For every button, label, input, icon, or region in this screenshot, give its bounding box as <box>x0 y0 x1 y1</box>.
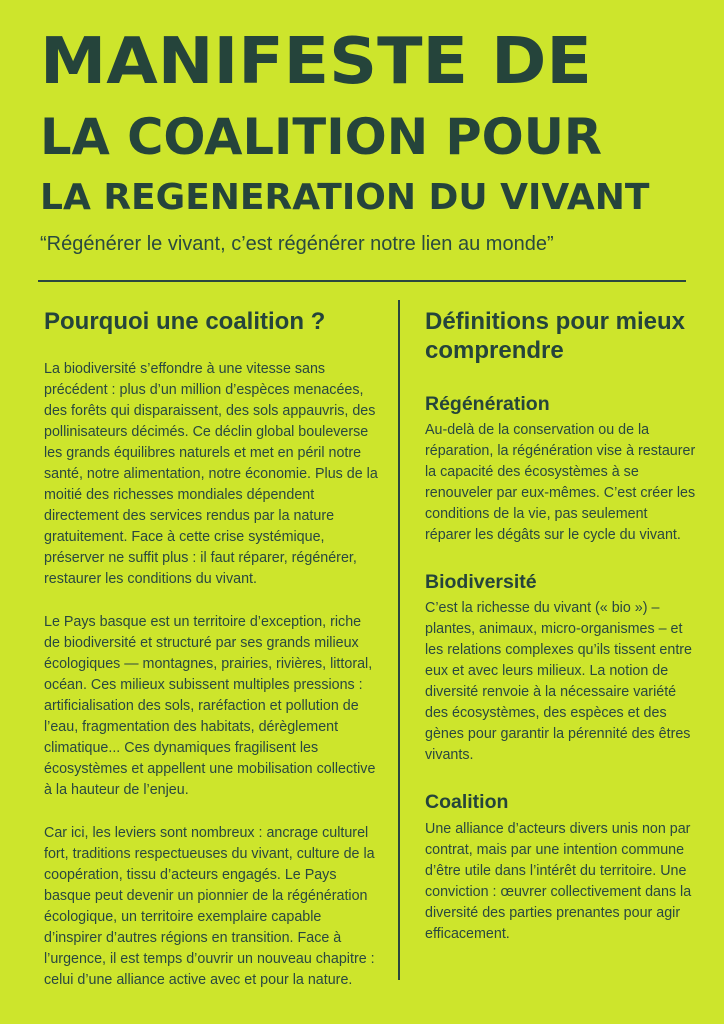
definition-coalition <box>425 790 697 944</box>
definition-term: Régénération <box>425 392 550 415</box>
definition-term: Coalition <box>425 791 509 814</box>
title-line-3: LA REGENERATION DU VIVANT <box>40 177 650 218</box>
definition-text: Au-delà de la conservation ou de la réparation, la régénération vise à restaurer la capacité des écosystèmes à se renouveler par eux-mêmes. C’est créer les conditions de la vie, pas seulement réparer les dégâts sur le cycle du vivant. <box>425 421 696 543</box>
paragraph-1: La biodiversité s’effondre à une vitesse sans précédent : plus d’un million d’espèces menacées, des forêts qui disparaissent, des sols appauvris, des pollinisateurs décimés. Ce déclin global bouleverse les grands équilibres naturels et met en péril notre santé, notre alimentation, notre économie. Plus de la moitié des richesses mondiales dépendent directement des services rendus par la nature gratuitement. Face à cette crise systémique, préserver ne suffit plus : il faut réparer, régénérer, restaurer les conditions du vivant. <box>44 360 378 587</box>
definition-text: C’est la richesse du vivant (« bio ») – plantes, animaux, micro-organismes – et les relations complexes qu’ils tissent entre eux et avec leurs milieux. La notion de diversité renvoie à la nécessaire variété des écosystèmes, des espèces et des gènes pour garantir la pérennité des êtres vivants. <box>425 600 692 764</box>
paragraph-3: Car ici, les leviers sont nombreux : ancrage culturel fort, traditions respectueuses du vivant, culture de la coopération, tissu d’acteurs engagés. Le Pays basque peut devenir un pionnier de la régénération écologique, un territoire exemplaire capable d’inspirer d’autres régions en transition. Face à l’urgence, il est temps d’ouvrir un nouveau chapitre : celui d’une alliance active avec et pour la nature. <box>44 824 375 988</box>
definition-text: Une alliance d’acteurs divers unis non par contrat, mais par une intention commune d’être utile dans l’intérêt du territoire. Une conviction : œuvrer collectivement dans la diversité des parties prenantes pour agir efficacement. <box>425 820 692 942</box>
section-heading-why: Pourquoi une coalition ? <box>44 308 326 335</box>
vertical-divider <box>398 300 400 980</box>
definition-term: Biodiversité <box>425 570 537 593</box>
paragraph-2: Le Pays basque est un territoire d’exception, riche de biodiversité et structuré par ses grands milieux écologiques — montagnes, prairies, rivières, littoral, océan. Ces milieux subissent multiples pressions : artificialisation des sols, raréfaction et pollution de l’eau, fragmentation des habitats, dérèglement climatique... Ces dynamiques fragilisent les écosystèmes et appellent une mobilisation collective à la hauteur de l’enjeu. <box>44 613 376 798</box>
tagline: “Régénérer le vivant, c’est régénérer notre lien au monde” <box>40 233 554 255</box>
title-line-1: MANIFESTE DE <box>40 25 592 99</box>
right-column <box>425 308 697 969</box>
definition-regeneration <box>425 392 697 546</box>
horizontal-divider <box>38 280 686 282</box>
left-column <box>44 308 379 1013</box>
title-line-2: LA COALITION POUR <box>40 108 603 166</box>
definition-biodiversite <box>425 570 697 766</box>
section-heading-definitions: Définitions pour mieux comprendre <box>425 308 686 364</box>
